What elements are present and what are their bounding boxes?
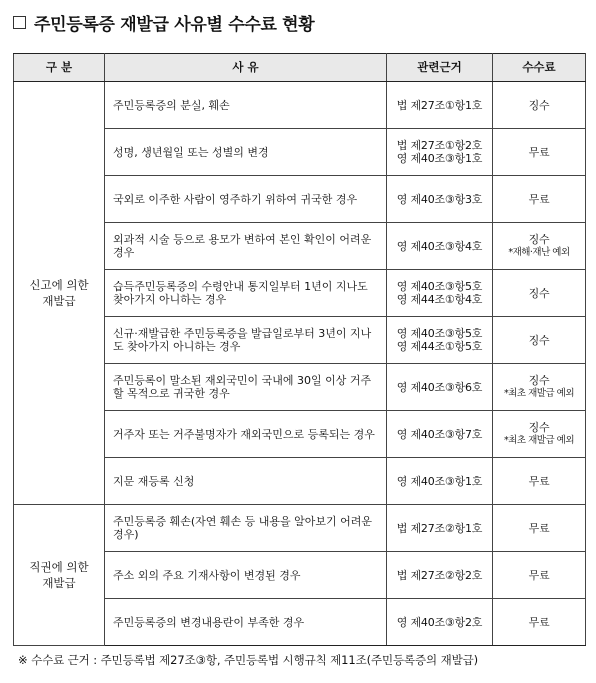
law-reference: 영 제40조③항1호: [396, 152, 483, 165]
fee-value: 무료: [528, 615, 550, 629]
law-cell: [387, 505, 493, 552]
category-label-line: 재발급: [42, 294, 76, 308]
law-reference: 법 제27조②항2호: [396, 568, 483, 582]
law-reference: 영 제40조③항7호: [396, 427, 483, 441]
fee-value: 징수: [528, 98, 550, 112]
fee-value: 무료: [528, 192, 550, 206]
fee-cell: [493, 505, 586, 552]
header-reason: 사 유: [105, 54, 387, 82]
reason-cell: 지문 재등록 신청: [105, 458, 387, 505]
header-law: 관련근거: [387, 54, 493, 82]
law-reference: 법 제27조②항1호: [396, 521, 483, 535]
reason-cell: 거주자 또는 거주불명자가 재외국민으로 등록되는 경우: [105, 411, 387, 458]
fee-table: [13, 53, 586, 646]
checkbox-square-icon: [13, 16, 26, 29]
table-row: [14, 505, 586, 552]
fee-cell: [493, 223, 586, 270]
fee-note: *재해·재난 예외: [508, 247, 570, 258]
law-reference: 영 제40조③항1호: [396, 474, 483, 488]
fee-cell: [493, 129, 586, 176]
category-label-line: 신고에 의한: [29, 278, 89, 292]
fee-value: 징수: [528, 286, 550, 300]
fee-cell: [493, 599, 586, 646]
reason-cell: 주민등록이 말소된 재외국민이 국내에 30일 이상 거주할 목적으로 귀국한 경우: [105, 364, 387, 411]
law-reference: 영 제44조①항5호: [396, 340, 483, 353]
page-title-text: 주민등록증 재발급 사유별 수수료 현황: [34, 14, 315, 35]
law-reference: 법 제27조①항1호: [396, 98, 483, 112]
fee-value: 징수: [528, 374, 550, 387]
law-cell: [387, 364, 493, 411]
fee-note: *최초 재발급 예외: [503, 435, 575, 446]
fee-value: 무료: [528, 521, 550, 535]
category-label-line: 직권에 의한: [29, 560, 89, 574]
reason-cell: 주민등록증의 변경내용란이 부족한 경우: [105, 599, 387, 646]
law-cell: [387, 129, 493, 176]
category-label-line: 재발급: [42, 576, 76, 590]
fee-note: *최초 재발급 예외: [503, 388, 575, 399]
reason-cell: 성명, 생년월일 또는 성별의 변경: [105, 129, 387, 176]
category-cell: [14, 82, 105, 505]
law-reference: 법 제27조①항2호: [396, 139, 483, 152]
table-header-row: [14, 54, 586, 82]
fee-cell: [493, 82, 586, 129]
law-cell: [387, 411, 493, 458]
fee-cell: [493, 411, 586, 458]
fee-value: 무료: [528, 568, 550, 582]
table-row: [14, 82, 586, 129]
fee-value: 징수: [528, 333, 550, 347]
law-reference: 영 제40조③항5호: [396, 280, 483, 293]
law-reference: 영 제40조③항6호: [396, 380, 483, 394]
page-title: [13, 10, 314, 34]
header-fee: 수수료: [493, 54, 586, 82]
reason-cell: 주민등록증의 분실, 훼손: [105, 82, 387, 129]
law-cell: [387, 599, 493, 646]
reason-cell: 습득주민등록증의 수령안내 통지일부터 1년이 지나도 찾아가지 아니하는 경우: [105, 270, 387, 317]
law-reference: 영 제40조③항3호: [396, 192, 483, 206]
fee-cell: [493, 458, 586, 505]
reason-cell: 신규·재발급한 주민등록증을 발급일로부터 3년이 지나도 찾아가지 아니하는 경우: [105, 317, 387, 364]
reason-cell: 주소 외의 주요 기재사항이 변경된 경우: [105, 552, 387, 599]
law-reference: 영 제40조③항5호: [396, 327, 483, 340]
law-reference: 영 제40조③항2호: [396, 615, 483, 629]
reason-cell: 주민등록증 훼손(자연 훼손 등 내용을 알아보기 어려운 경우): [105, 505, 387, 552]
fee-cell: [493, 317, 586, 364]
fee-value: 무료: [528, 474, 550, 488]
fee-value: 징수: [528, 421, 550, 434]
reason-cell: 국외로 이주한 사람이 영주하기 위하여 귀국한 경우: [105, 176, 387, 223]
law-cell: [387, 270, 493, 317]
law-cell: [387, 82, 493, 129]
law-cell: [387, 176, 493, 223]
fee-value: 무료: [528, 145, 550, 159]
footnote: ※ 수수료 근거 : 주민등록법 제27조③항, 주민등록법 시행규칙 제11조(주민등록증의 재발급): [18, 653, 479, 667]
reason-cell: 외과적 시술 등으로 용모가 변하여 본인 확인이 어려운 경우: [105, 223, 387, 270]
law-reference: 영 제40조③항4호: [396, 239, 483, 253]
fee-cell: [493, 270, 586, 317]
fee-cell: [493, 176, 586, 223]
fee-value: 징수: [528, 233, 550, 246]
header-category: 구 분: [14, 54, 105, 82]
law-cell: [387, 458, 493, 505]
fee-cell: [493, 552, 586, 599]
law-cell: [387, 317, 493, 364]
fee-cell: [493, 364, 586, 411]
law-cell: [387, 223, 493, 270]
category-cell: [14, 505, 105, 646]
law-cell: [387, 552, 493, 599]
law-reference: 영 제44조①항4호: [396, 293, 483, 306]
